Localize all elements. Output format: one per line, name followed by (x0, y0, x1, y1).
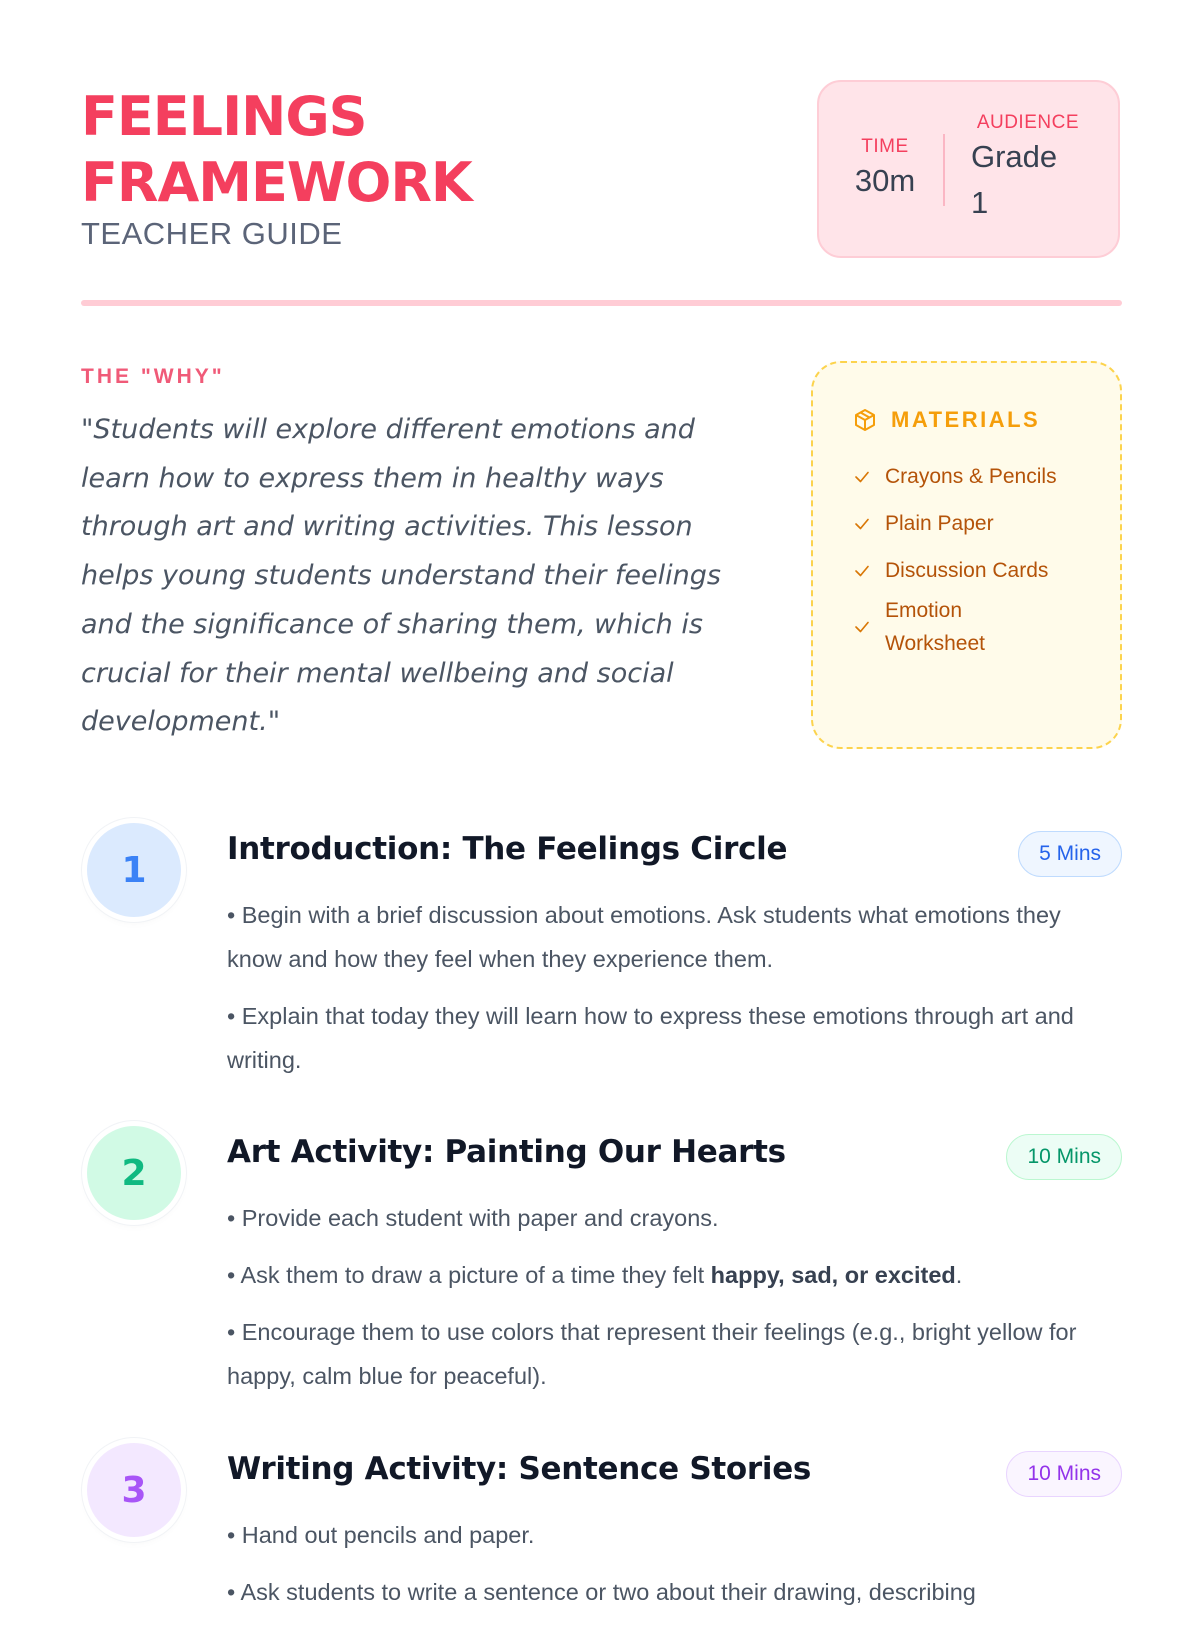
step-title: Art Activity: Painting Our Hearts (227, 1134, 786, 1170)
check-icon (853, 468, 871, 486)
title-line-2: FRAMEWORK (81, 151, 472, 214)
check-icon (853, 515, 871, 533)
material-item (853, 453, 1093, 500)
step-items (227, 1196, 1122, 1411)
why-label: THE "WHY" (81, 365, 225, 388)
step-number-badge: 1 (87, 823, 181, 917)
step-number-badge: 3 (87, 1443, 181, 1537)
materials-list (853, 453, 1093, 660)
step-number-badge: 2 (87, 1126, 181, 1220)
duration-badge: 10 Mins (1006, 1134, 1122, 1180)
page-title (81, 84, 472, 216)
header-divider (81, 300, 1122, 306)
time-value: 30m (854, 163, 916, 198)
why-text: "Students will explore different emotions and learn how to express them in healthy ways through art and writing activities. This lesson helps young students understand their feelings and the significance of sharing them, which is crucial for their mental wellbeing and social development." (81, 414, 721, 738)
step-item-end: . (955, 1262, 963, 1288)
audience-label: AUDIENCE (976, 112, 1079, 133)
duration-badge: 10 Mins (1006, 1451, 1122, 1497)
material-label: Crayons & Pencils (885, 465, 1057, 488)
step-item: • Begin with a brief discussion about emotions. Ask students what emotions they know and how they feel when they experience them. (227, 902, 1061, 972)
material-label: Discussion Cards (885, 559, 1049, 582)
step-item: • Ask students to write a sentence or two about their drawing, describing (227, 1579, 976, 1605)
title-line-1: FEELINGS (81, 85, 367, 148)
materials-title: MATERIALS (891, 407, 1041, 432)
lesson-meta-box (817, 80, 1120, 258)
check-icon (853, 618, 871, 636)
material-item (853, 500, 1093, 547)
time-label: TIME (861, 136, 909, 157)
duration-badge: 5 Mins (1018, 831, 1122, 877)
check-icon (853, 562, 871, 580)
step-items (227, 1513, 1122, 1627)
material-label: Plain Paper (885, 512, 994, 535)
materials-header (853, 407, 1040, 433)
step-item: • Explain that today they will learn how to express these emotions through art and writing. (227, 1003, 1074, 1073)
time-meta (847, 136, 923, 204)
step-item: • Hand out pencils and paper. (227, 1522, 535, 1548)
lesson-plan-page (81, 0, 1122, 1605)
audience-value: Grade 1 (971, 139, 1058, 220)
step-items (227, 893, 1122, 1095)
step-item (227, 1253, 1122, 1297)
step-item: • Provide each student with paper and crayons. (227, 1205, 719, 1231)
page-subtitle: TEACHER GUIDE (81, 216, 343, 251)
emphasized-emotions: happy, sad, or excited (710, 1262, 956, 1288)
material-item (853, 594, 1093, 660)
step-title: Writing Activity: Sentence Stories (227, 1451, 812, 1487)
box-icon (853, 408, 877, 432)
meta-divider (943, 134, 945, 206)
step-item: • Encourage them to use colors that represent their feelings (e.g., bright yellow for happy, calm blue for peaceful). (227, 1319, 1077, 1389)
step-item-text: • Ask them to draw a picture of a time they felt (227, 1262, 711, 1288)
audience-meta (971, 112, 1101, 226)
material-label: Emotion Worksheet (885, 599, 985, 655)
materials-card (811, 361, 1122, 749)
step-title: Introduction: The Feelings Circle (227, 831, 788, 867)
material-item (853, 547, 1093, 594)
